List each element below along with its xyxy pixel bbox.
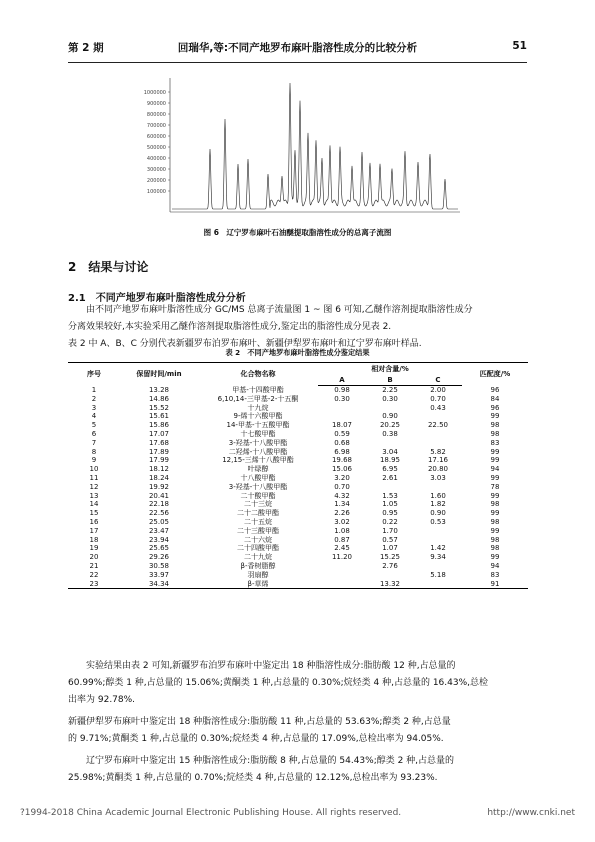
table-row [68, 500, 528, 509]
cell-a [318, 580, 366, 589]
cell-b [366, 439, 414, 448]
cell-a: 0.68 [334, 438, 350, 447]
intro-line: 由不同产地罗布麻叶脂溶性成分 GC/MS 总离子流量图 1 ~ 图 6 可知,乙醚作溶剂提取脂溶性成分 [86, 305, 473, 315]
table-row [68, 448, 528, 457]
cell-b: 3.04 [382, 447, 398, 456]
cell-rt: 14.86 [148, 394, 170, 403]
cell-b: 0.90 [382, 412, 398, 421]
table-row [68, 430, 528, 439]
cell-match: 84 [490, 394, 500, 403]
cell-b: 6.95 [382, 465, 398, 474]
section-heading: 2 结果与讨论 [68, 260, 149, 274]
cell-b: 18.95 [379, 456, 401, 465]
table-row [68, 404, 528, 413]
cell-match: 99 [490, 491, 500, 500]
cell-compound: β-香树脂醇 [240, 561, 276, 570]
cell-rt: 17.89 [148, 447, 170, 456]
chromatogram-plot [130, 70, 470, 222]
cell-rt: 17.68 [148, 438, 170, 447]
cell-rt: 25.05 [148, 517, 170, 526]
figure-caption: 图 6 辽宁罗布麻叶石油醚提取脂溶性成分的总离子流图 [203, 228, 392, 237]
cell-compound: 十九烷 [247, 403, 269, 412]
col-header-rt: 保留时间/min [120, 363, 198, 386]
cell-a: 3.20 [334, 473, 350, 482]
cell-rt: 22.56 [148, 509, 170, 518]
cell-no: 6 [91, 429, 97, 438]
issue-number: 第 2 期 [68, 42, 104, 54]
col-header-c: C [414, 374, 462, 386]
cell-a: 11.20 [331, 553, 353, 562]
cell-match: 98 [490, 517, 500, 526]
cell-match: 98 [490, 500, 500, 509]
cell-a: 15.06 [331, 465, 353, 474]
cell-c: 2.00 [430, 386, 446, 394]
cell-match: 99 [490, 456, 500, 465]
cell-match: 83 [490, 570, 500, 579]
cell-rt: 22.18 [148, 500, 170, 509]
cell-match: 99 [490, 473, 500, 482]
page-footer [20, 808, 575, 818]
table-row [68, 518, 528, 527]
result-line: 25.98%;黄酮类 1 种,占总量的 0.70%;烷烃类 4 种,占总量的 12.12%,总检出率为 93.23%. [68, 773, 438, 783]
table-row [68, 527, 528, 536]
cell-a: 3.02 [334, 517, 350, 526]
cell-no: 12 [89, 482, 99, 491]
cell-c: 0.53 [430, 517, 446, 526]
cell-compound: 二十四酸甲酯 [237, 544, 279, 553]
cell-c: 20.80 [427, 465, 449, 474]
cell-c [414, 412, 462, 421]
cell-no: 2 [91, 394, 97, 403]
cell-b: 20.25 [379, 421, 401, 430]
cell-b: 0.38 [382, 429, 398, 438]
cell-no: 19 [89, 544, 99, 553]
cell-compound: 叶绿醇 [247, 465, 269, 474]
table-row [68, 395, 528, 404]
col-header-no: 序号 [68, 363, 120, 386]
cell-b: 1.53 [382, 491, 398, 500]
subsection-heading: 2.1 不同产地罗布麻叶脂溶性成分分析 [68, 293, 246, 304]
cell-a: 0.98 [334, 386, 350, 394]
result-line: 新疆伊犁罗布麻叶中鉴定出 18 种脂溶性成分:脂肪酸 11 种,占总量的 53.63%;醇类 2 种,占总量 [68, 717, 451, 727]
cell-a [318, 562, 366, 571]
col-header-match: 匹配度/% [462, 363, 528, 386]
cell-no: 1 [91, 385, 97, 394]
page-header [68, 40, 527, 56]
cell-rt: 34.34 [120, 580, 198, 589]
col-header-relative: 相对含量/% [318, 363, 462, 375]
cell-c [414, 439, 462, 448]
cell-no: 17 [89, 526, 99, 535]
cell-c [414, 430, 462, 439]
table-caption: 表 2 不同产地罗布麻叶脂溶性成分鉴定结果 [225, 348, 370, 357]
cell-compound: 二十酸甲酯 [240, 491, 276, 500]
intro-line: 分离效果较好,本实验采用乙醚作溶剂提取脂溶性成分,鉴定出的脂溶性成分见表 2. [68, 322, 392, 332]
cell-a [318, 412, 366, 421]
cell-rt: 29.26 [148, 553, 170, 562]
cell-b: 15.25 [379, 553, 401, 562]
result-line: 60.99%;醇类 1 种,占总量的 15.06%;黄酮类 1 种,占总量的 0.30%;烷烃类 4 种,占总量的 16.43%,总检 [68, 678, 489, 688]
y-tick-label: 500000 [146, 145, 166, 151]
cell-c: 5.18 [430, 570, 446, 579]
cell-compound: 十八酸甲酯 [240, 473, 276, 482]
cell-match: 99 [490, 412, 500, 421]
table-row [68, 571, 528, 580]
cell-no: 5 [91, 421, 97, 430]
cell-a: 1.34 [334, 500, 350, 509]
tic-trace [172, 83, 458, 209]
table-row [68, 509, 528, 518]
cell-rt: 25.65 [148, 544, 170, 553]
cell-b: 0.95 [382, 509, 398, 518]
cell-match: 96 [490, 385, 500, 394]
cell-compound: 9-烯十六酸甲酯 [233, 412, 283, 421]
cell-a: 0.87 [334, 535, 350, 544]
cell-match: 98 [490, 429, 500, 438]
cell-rt: 17.07 [148, 429, 170, 438]
running-title: 回瑞华,等:不同产地罗布麻叶脂溶性成分的比较分析 [177, 42, 418, 54]
cell-c: 5.82 [430, 447, 446, 456]
cell-b: 2.76 [382, 561, 398, 570]
y-tick-label: 900000 [146, 101, 166, 107]
cell-no: 23 [68, 580, 120, 589]
cell-rt: 23.94 [148, 535, 170, 544]
col-header-name: 化合物名称 [198, 363, 318, 386]
table-row [68, 483, 528, 492]
cell-c: 1.60 [430, 491, 446, 500]
cell-rt: 33.97 [148, 570, 170, 579]
page-number: 51 [512, 40, 527, 52]
cell-no: 13 [89, 491, 99, 500]
copyright-notice: ?1994-2018 China Academic Journal Electronic Publishing House. All rights reserved. [20, 808, 402, 818]
cell-match: 83 [490, 438, 500, 447]
cell-compound: 14-甲基-十五酸甲酯 [226, 421, 290, 430]
cell-no: 15 [89, 509, 99, 518]
cell-match: 98 [490, 535, 500, 544]
y-tick-label: 600000 [146, 134, 166, 140]
cell-b: 0.30 [382, 394, 398, 403]
cell-b [366, 571, 414, 580]
table-row [68, 465, 528, 474]
cell-no: 10 [89, 465, 99, 474]
cell-b: 2.25 [382, 386, 398, 394]
cell-compound: 3-羟基-十八酸甲酯 [228, 482, 288, 491]
y-tick-label: 400000 [146, 156, 166, 162]
table-row [68, 562, 528, 571]
result-line: 的 9.71%;黄酮类 1 种,占总量的 0.30%;烷烃类 4 种,占总量的 17.09%,总检出率为 94.05%. [68, 734, 444, 744]
cell-a: 2.26 [334, 509, 350, 518]
intro-paragraph [68, 302, 528, 353]
y-axis-ticks [144, 90, 170, 195]
cell-compound: 12,15-三烯十八酸甲酯 [222, 456, 294, 465]
result-line: 辽宁罗布麻叶中鉴定出 15 种脂溶性成分:脂肪酸 8 种,占总量的 54.43%;醇类 2 种,占总量的 [86, 756, 455, 766]
cell-no: 11 [89, 473, 99, 482]
cell-c: 0.43 [430, 403, 446, 412]
cell-match: 99 [490, 526, 500, 535]
cell-c: 1.42 [430, 544, 446, 553]
table-row [68, 553, 528, 562]
cell-c [414, 527, 462, 536]
cell-c: 22.50 [427, 421, 449, 430]
table-row [68, 536, 528, 545]
cell-no: 7 [91, 438, 97, 447]
cell-c [414, 536, 462, 545]
cell-compound: β-草烯 [198, 580, 318, 589]
table-row [68, 492, 528, 501]
table-row [68, 474, 528, 483]
cell-b: 1.05 [382, 500, 398, 509]
footer-link[interactable]: http://www.cnki.net [487, 808, 575, 818]
cell-match: 94 [490, 561, 500, 570]
y-tick-label: 1000000 [143, 90, 166, 96]
cell-b: 1.07 [382, 544, 398, 553]
cell-rt: 13.28 [148, 385, 170, 394]
table-row [68, 439, 528, 448]
cell-match: 98 [490, 421, 500, 430]
cell-a: 0.30 [334, 394, 350, 403]
cell-match: 99 [490, 509, 500, 518]
cell-b [366, 483, 414, 492]
cell-a [318, 571, 366, 580]
cell-a: 1.08 [334, 526, 350, 535]
cell-no: 16 [89, 517, 99, 526]
cell-c [414, 580, 462, 589]
col-header-b: B [366, 374, 414, 386]
cell-a: 18.07 [331, 421, 353, 430]
cell-compound: 3-羟基-十八酸甲酯 [228, 438, 288, 447]
cell-b: 2.61 [382, 473, 398, 482]
cell-rt: 17.99 [148, 456, 170, 465]
cell-c: 1.82 [430, 500, 446, 509]
cell-compound: 羽扇醇 [247, 570, 269, 579]
results-paragraphs [68, 658, 528, 787]
cell-match: 99 [490, 553, 500, 562]
cell-rt: 15.61 [148, 412, 170, 421]
result-line: 出率为 92.78%. [68, 695, 136, 705]
cell-compound: 二十六烷 [244, 535, 272, 544]
table-row [68, 580, 528, 589]
cell-compound: 二十五烷 [244, 517, 272, 526]
cell-c [414, 562, 462, 571]
cell-a: 19.68 [331, 456, 353, 465]
cell-compound: 6,10,14-三甲基-2-十五酮 [217, 394, 299, 403]
cell-compound: 十七酸甲酯 [240, 429, 276, 438]
cell-match: 91 [462, 580, 528, 589]
cell-c: 0.90 [430, 509, 446, 518]
cell-no: 18 [89, 535, 99, 544]
total-ion-chromatogram [130, 70, 470, 222]
cell-a: 6.98 [334, 447, 350, 456]
cell-no: 14 [89, 500, 99, 509]
cell-rt: 15.52 [148, 403, 170, 412]
result-line: 实验结果由表 2 可知,新疆罗布泊罗布麻叶中鉴定出 18 种脂溶性成分:脂肪酸 12 种,占总量的 [86, 661, 456, 671]
cell-b: 0.57 [382, 535, 398, 544]
table-row [68, 412, 528, 421]
cell-rt: 15.86 [148, 421, 170, 430]
cell-rt: 18.12 [148, 465, 170, 474]
cell-b: 13.32 [366, 580, 414, 589]
cell-a: 0.59 [334, 429, 350, 438]
cell-a: 0.70 [334, 482, 350, 491]
cell-c: 9.34 [430, 553, 446, 562]
cell-compound: 二十三烷 [244, 500, 272, 509]
cell-c: 0.70 [430, 394, 446, 403]
cell-compound: 二羟烯-十八酸甲酯 [228, 447, 288, 456]
cell-match: 98 [490, 544, 500, 553]
compound-table [68, 362, 528, 589]
cell-a [318, 404, 366, 413]
cell-c: 3.03 [430, 473, 446, 482]
cell-rt: 18.24 [148, 473, 170, 482]
cell-match: 96 [490, 403, 500, 412]
y-tick-label: 300000 [146, 167, 166, 173]
cell-no: 3 [91, 403, 97, 412]
table-body [68, 386, 528, 589]
cell-match: 78 [490, 482, 500, 491]
y-tick-label: 200000 [146, 178, 166, 184]
cell-b: 0.22 [382, 517, 398, 526]
cell-a: 4.32 [334, 491, 350, 500]
table-row [68, 421, 528, 430]
cell-rt: 23.47 [148, 526, 170, 535]
col-header-a: A [318, 374, 366, 386]
cell-compound: 二十二酸甲酯 [237, 509, 279, 518]
y-tick-label: 700000 [146, 123, 166, 129]
cell-c [414, 483, 462, 492]
cell-match: 94 [490, 465, 500, 474]
cell-rt: 20.41 [148, 491, 170, 500]
cell-rt: 30.58 [148, 561, 170, 570]
y-tick-label: 800000 [146, 112, 166, 118]
cell-no: 22 [89, 570, 99, 579]
cell-no: 21 [89, 561, 99, 570]
cell-compound: 二十九烷 [244, 553, 272, 562]
cell-no: 20 [89, 553, 99, 562]
cell-c: 17.16 [427, 456, 449, 465]
cell-compound: 甲基-十四酸甲酯 [232, 385, 284, 394]
table-row [68, 456, 528, 465]
table-row [68, 386, 528, 395]
cell-match: 99 [490, 447, 500, 456]
cell-b [366, 404, 414, 413]
cell-no: 4 [91, 412, 97, 421]
cell-no: 8 [91, 447, 97, 456]
cell-rt: 19.92 [148, 482, 170, 491]
header-rule [68, 62, 527, 63]
table-row [68, 544, 528, 553]
intro-line: 表 2 中 A、B、C 分别代表新疆罗布泊罗布麻叶、新疆伊犁罗布麻叶和辽宁罗布麻叶样品. [68, 339, 422, 349]
y-tick-label: 100000 [146, 189, 166, 195]
cell-b: 1.70 [382, 526, 398, 535]
cell-compound: 二十三酸甲酯 [237, 526, 279, 535]
cell-no: 9 [91, 456, 97, 465]
cell-a: 2.45 [334, 544, 350, 553]
